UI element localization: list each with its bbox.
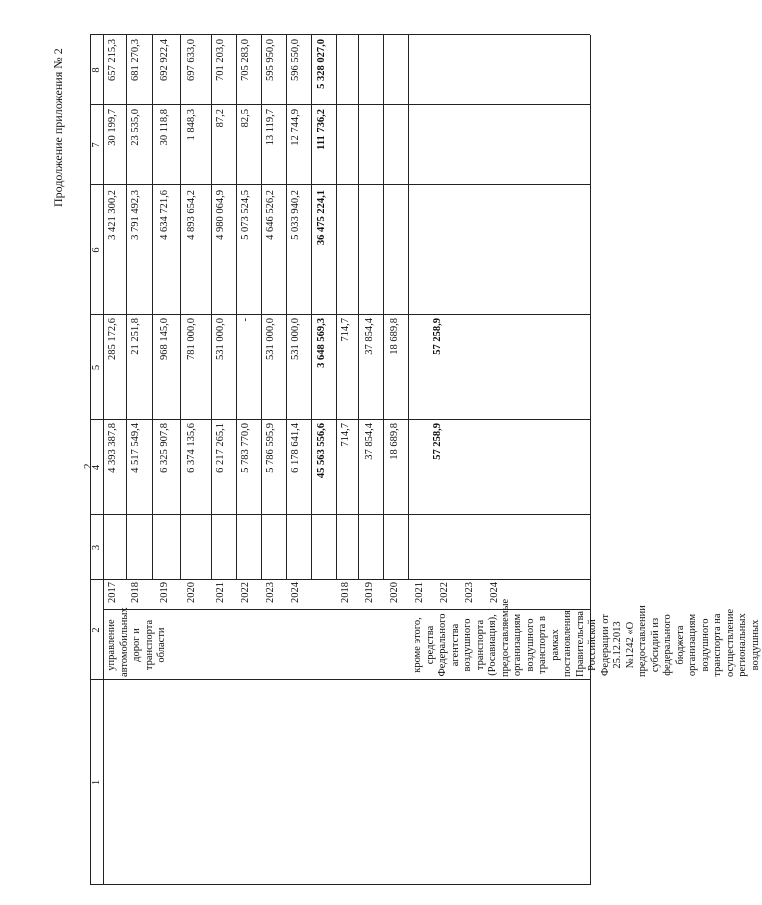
block2-year: 2022 (439, 582, 450, 603)
block1-c4: 5 786 595,9 (265, 423, 276, 473)
block1-c8: 681 270,3 (130, 39, 141, 81)
column-number-5: 5 (91, 364, 102, 371)
column-number-6: 6 (91, 247, 102, 253)
block1-total-c7: 111 736,2 (316, 109, 327, 150)
block1-c5: 531 000,0 (265, 318, 276, 360)
block2-label: кроме этого, средства Федерального агентства воздушного транспорта (Росавиация), предоставляемые организациям воздушного транспорта в рамках постановления Правительства Российской Федерации от 25.12.2013 №1242 «О предоставлении субсидий из федерального бюджета организациям воздушного транспорта на осуществление региональных воздушных (412, 598, 761, 677)
column-number-1: 1 (91, 779, 102, 786)
block1-year: 2019 (159, 582, 170, 603)
block2-year: 2018 (340, 582, 351, 603)
block1-c5: 781 000,0 (186, 318, 197, 360)
block1-c5: - (240, 318, 251, 322)
block1-c6: 4 980 064,9 (215, 190, 226, 240)
block2-c5: 714,7 (340, 318, 351, 342)
block2-c4: 18 689,8 (389, 423, 400, 460)
block1-c6: 4 634 721,6 (159, 190, 170, 240)
block1-c5: 968 145,0 (159, 318, 170, 360)
block2-year: 2024 (489, 582, 500, 603)
block1-c4: 6 325 907,8 (159, 423, 170, 473)
block2-year: 2023 (464, 582, 475, 603)
block1-total-c5: 3 648 569,3 (316, 318, 327, 368)
block1-c6: 5 033 940,2 (290, 190, 301, 240)
block1-total-c4: 45 563 556,6 (316, 423, 327, 479)
block1-c7: 87,2 (215, 109, 226, 128)
block1-c4: 4 393 387,8 (107, 423, 118, 473)
block1-c4: 6 374 135,6 (186, 423, 197, 473)
block1-c8: 697 633,0 (186, 39, 197, 81)
block1-c4: 6 217 265,1 (215, 423, 226, 473)
continuation-title: Продолжение приложения № 2 (51, 48, 65, 207)
block1-c8: 596 550,0 (290, 39, 301, 81)
column-number-7: 7 (91, 142, 102, 148)
block1-year: 2017 (107, 582, 118, 603)
block1-total-c8: 5 328 027,0 (316, 39, 327, 89)
block1-total-c6: 36 475 224,1 (316, 190, 327, 246)
block1-label: управление автомобильных дорог и транспорта области (106, 607, 168, 677)
block1-c7: 82,5 (240, 109, 251, 128)
page-number: 2 (82, 463, 94, 469)
block1-c6: 4 893 654,2 (186, 190, 197, 240)
column-number-2: 2 (91, 627, 102, 633)
block2-total-c5: 57 258,9 (432, 318, 443, 355)
block2-c4: 37 854,4 (364, 423, 375, 460)
block2-year: 2021 (414, 582, 425, 603)
block1-c6: 5 073 524,5 (240, 190, 251, 240)
block2-c5: 37 854,4 (364, 318, 375, 355)
column-number-8: 8 (91, 67, 102, 73)
block1-c5: 285 172,6 (107, 318, 118, 360)
block1-c7: 30 118,8 (159, 109, 170, 146)
block1-c8: 657 215,3 (107, 39, 118, 81)
block1-year: 2018 (130, 582, 141, 603)
block1-year: 2023 (265, 582, 276, 603)
block1-c4: 6 178 641,4 (290, 423, 301, 473)
block2-c4: 714,7 (340, 423, 351, 447)
block1-year: 2022 (240, 582, 251, 603)
block2-year: 2020 (389, 582, 400, 603)
block2-total-c4: 57 258,9 (432, 423, 443, 460)
block2-year: 2019 (364, 582, 375, 603)
block1-c8: 705 283,0 (240, 39, 251, 81)
block1-c5: 531 000,0 (215, 318, 226, 360)
block1-year: 2020 (186, 582, 197, 603)
block1-c4: 4 517 549,4 (130, 423, 141, 473)
block1-c6: 3 421 300,2 (107, 190, 118, 240)
block1-c8: 701 203,0 (215, 39, 226, 81)
block1-c6: 3 791 492,3 (130, 190, 141, 240)
column-number-4: 4 (91, 464, 102, 471)
block1-c7: 23 535,0 (130, 109, 141, 146)
block1-c4: 5 783 770,0 (240, 423, 251, 473)
block1-year: 2024 (290, 582, 301, 603)
block1-c7: 1 848,3 (186, 109, 197, 141)
block1-c8: 692 922,4 (159, 39, 170, 81)
block1-year: 2021 (215, 582, 226, 603)
block1-c8: 595 950,0 (265, 39, 276, 81)
block1-c6: 4 646 526,2 (265, 190, 276, 240)
block1-c7: 30 199,7 (107, 109, 118, 146)
block1-c7: 13 119,7 (265, 109, 276, 146)
block1-c5: 21 251,8 (130, 318, 141, 355)
column-number-3: 3 (91, 544, 102, 551)
block1-c7: 12 744,9 (290, 109, 301, 146)
block2-c5: 18 689,8 (389, 318, 400, 355)
block1-c5: 531 000,0 (290, 318, 301, 360)
